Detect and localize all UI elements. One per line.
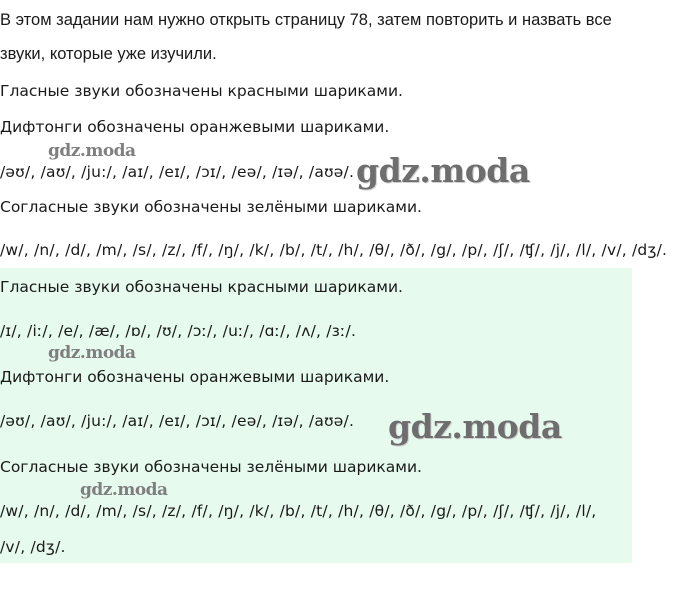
watermark-logo: gdz.moda	[356, 151, 530, 190]
diphthongs-list: /əʊ/, /aʊ/, /ju:/, /aɪ/, /eɪ/, /ɔɪ/, /eə/, /ɪə/, /aʊə/.	[0, 163, 355, 181]
consonants-heading: Согласные звуки обозначены зелёными шариками.	[0, 458, 422, 476]
intro-line-1: В этом задании нам нужно открыть страницу 78, затем повторить и назвать все	[0, 11, 612, 29]
watermark-logo: gdz.moda	[48, 141, 136, 161]
watermark-logo: gdz.moda	[388, 407, 562, 446]
consonants-heading: Согласные звуки обозначены зелёными шариками.	[0, 198, 422, 216]
consonants-list-line-1: /w/, /n/, /d/, /m/, /s/, /z/, /f/, /ŋ/, /k/, /b/, /t/, /h/, /θ/, /ð/, /g/, /p/, /ʃ/, /ʧ/, /j/, /l/,	[0, 502, 597, 520]
vowels-list: /ɪ/, /iː/, /e/, /æ/, /ɒ/, /ʊ/, /ɔː/, /uː/, /ɑː/, /ʌ/, /ɜː/.	[0, 322, 357, 340]
vowels-heading: Гласные звуки обозначены красными шариками.	[0, 82, 403, 100]
consonants-list: /w/, /n/, /d/, /m/, /s/, /z/, /f/, /ŋ/, /k/, /b/, /t/, /h/, /θ/, /ð/, /g/, /p/, /ʃ/, /ʧ/, /j/, /l/, /v/, /dʒ/.	[0, 241, 668, 259]
vowels-heading: Гласные звуки обозначены красными шариками.	[0, 278, 403, 296]
consonants-list-line-2: /v/, /dʒ/.	[0, 538, 66, 556]
diphthongs-heading: Дифтонги обозначены оранжевыми шариками.	[0, 368, 390, 386]
diphthongs-list: /əʊ/, /aʊ/, /ju:/, /aɪ/, /eɪ/, /ɔɪ/, /eə/, /ɪə/, /aʊə/.	[0, 412, 355, 430]
diphthongs-heading: Дифтонги обозначены оранжевыми шариками.	[0, 118, 390, 136]
watermark-logo: gdz.moda	[80, 480, 168, 500]
watermark-logo: gdz.moda	[48, 343, 136, 363]
intro-line-2: звуки, которые уже изучили.	[0, 45, 217, 63]
